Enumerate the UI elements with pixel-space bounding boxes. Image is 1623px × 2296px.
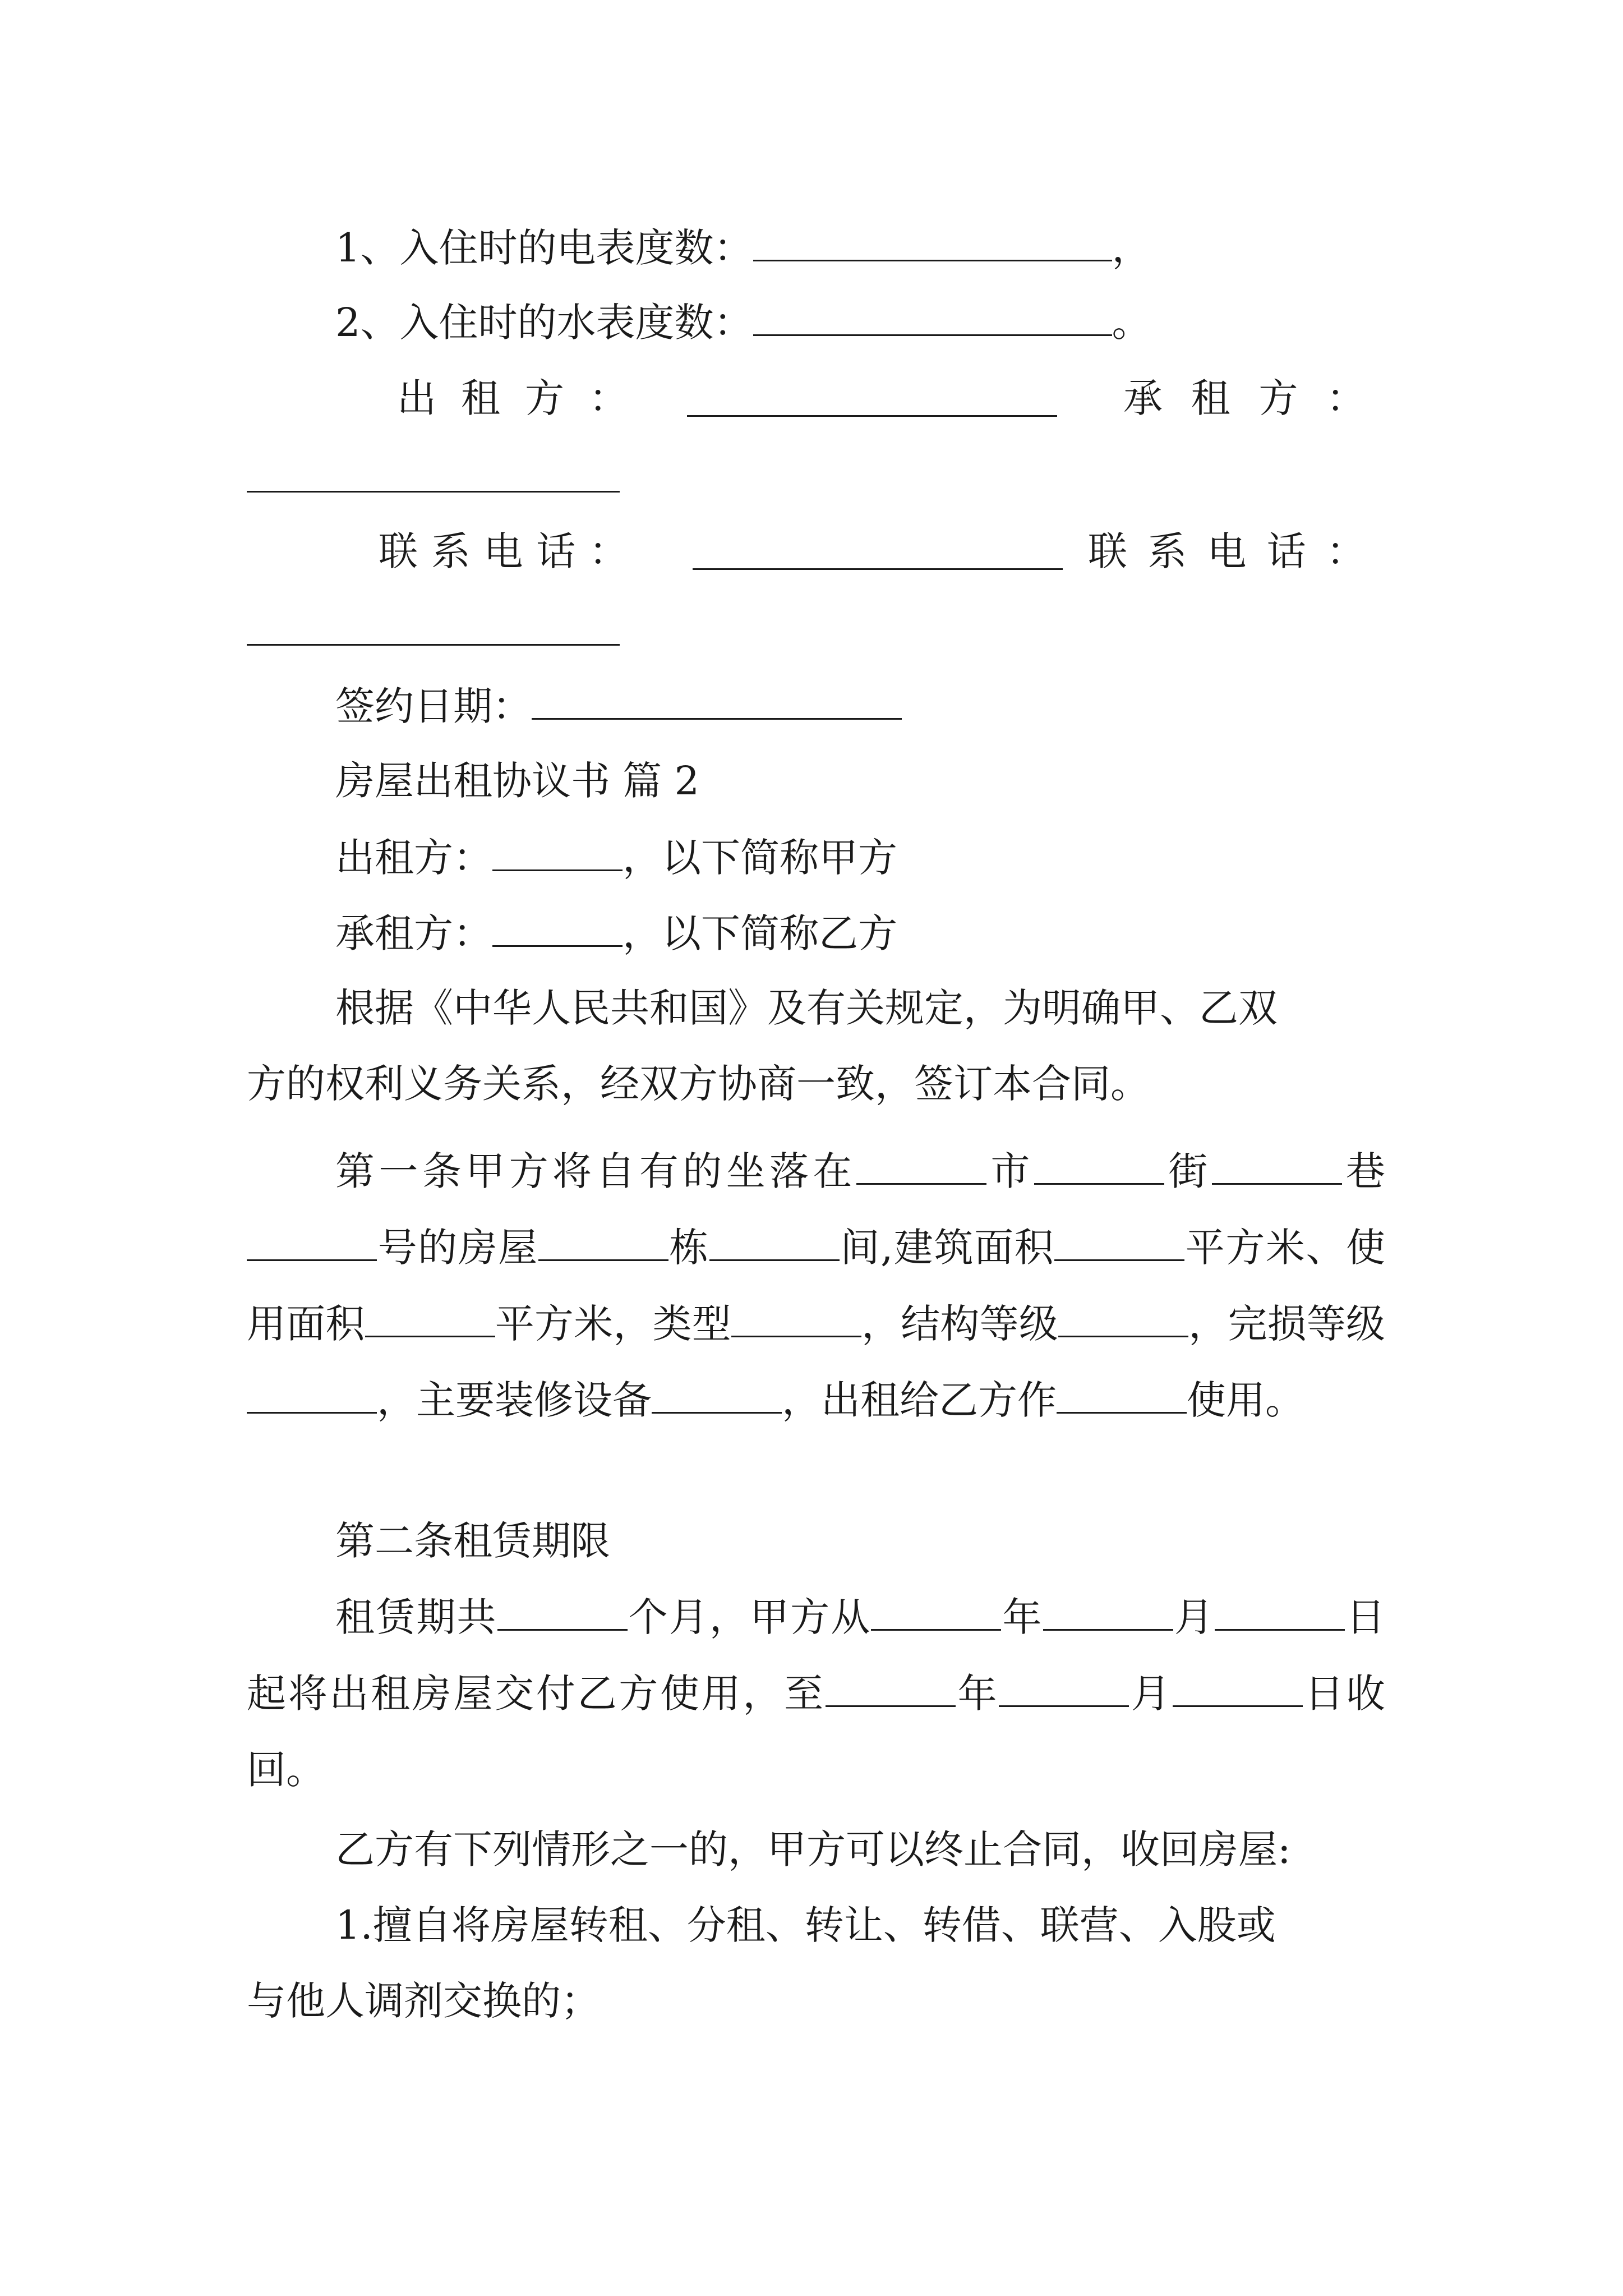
water-meter-blank[interactable] bbox=[753, 302, 1112, 336]
lessor-label: 出 租 方 ： bbox=[397, 375, 628, 421]
item-1-line-2: 与他人调剂交换的； bbox=[247, 1978, 600, 2024]
city-blank[interactable] bbox=[856, 1151, 986, 1185]
purpose-blank[interactable] bbox=[1057, 1379, 1187, 1414]
sign-date-line bbox=[335, 683, 1474, 729]
electric-meter-blank[interactable] bbox=[753, 227, 1112, 261]
lessee-label: 承 租 方 ： bbox=[1123, 375, 1366, 421]
lessee-line: 承租方： ，以下简称乙方 bbox=[335, 910, 897, 956]
intro-line-1: 根据《中华人民共和国》及有关规定，为明确甲、乙双 bbox=[335, 985, 1278, 1031]
lessor-line: 出租方： ，以下简称甲方 bbox=[335, 835, 897, 881]
usable-area-blank[interactable] bbox=[365, 1303, 495, 1337]
floor-area-blank[interactable] bbox=[1054, 1227, 1184, 1261]
electric-meter-line: 1、入住时的电表度数： ， bbox=[335, 225, 1151, 271]
lessor-name-blank[interactable] bbox=[492, 837, 623, 871]
start-year-blank[interactable] bbox=[871, 1596, 1001, 1631]
lessee-phone-label: 联 系 电 话 ： bbox=[1088, 528, 1366, 574]
electric-meter-label: 1、入住时的电表度数： bbox=[335, 225, 753, 271]
sign-date-blank[interactable] bbox=[532, 685, 902, 720]
article-1: 第一条甲方将自有的坐落在 市 街 巷号的房屋 栋 间,建筑面积 平方米、使用面积 平方米，类型 ，结构等级 ，完损等级，主要装修设备 ，出租给乙方作 使用。 bbox=[247, 1148, 1386, 1423]
lessor-phone-blank[interactable] bbox=[693, 568, 1063, 570]
item-1-line-1: 1.擅自将房屋转租、分租、转让、转借、联营、入股或 bbox=[335, 1902, 1276, 1948]
termination-line: 乙方有下列情形之一的，甲方可以终止合同，收回房屋: bbox=[335, 1826, 1291, 1872]
article-2-title: 第二条租赁期限 bbox=[335, 1518, 610, 1564]
article-2: 租赁期共 个月，甲方从 年 月 日起将出租房屋交付乙方使用，至 年 月 日收回。 bbox=[247, 1594, 1386, 1793]
intro-line-2: 方的权利义务关系，经双方协商一致，签订本合同。 bbox=[247, 1061, 1150, 1107]
lessee-phone-blank[interactable] bbox=[247, 644, 620, 646]
lane-blank[interactable] bbox=[1212, 1151, 1342, 1185]
lessee-signature-blank[interactable] bbox=[247, 491, 620, 493]
room-blank[interactable] bbox=[709, 1227, 840, 1261]
lessee-name-blank[interactable] bbox=[492, 913, 623, 947]
water-meter-label: 2、入住时的水表度数： bbox=[335, 300, 753, 346]
end-year-blank[interactable] bbox=[826, 1673, 956, 1707]
lessor-phone-label: 联 系 电 话 ： bbox=[379, 528, 628, 574]
type-blank[interactable] bbox=[731, 1303, 861, 1337]
structure-grade-blank[interactable] bbox=[1058, 1303, 1188, 1337]
condition-grade-blank[interactable] bbox=[247, 1379, 377, 1414]
lessor-signature-blank[interactable] bbox=[687, 415, 1057, 417]
equipment-blank[interactable] bbox=[652, 1379, 782, 1414]
end-day-blank[interactable] bbox=[1173, 1673, 1303, 1707]
section-title: 房屋出租协议书 篇 2 bbox=[335, 758, 700, 804]
start-month-blank[interactable] bbox=[1043, 1596, 1173, 1631]
number-blank[interactable] bbox=[247, 1227, 377, 1261]
lease-months-blank[interactable] bbox=[497, 1596, 628, 1631]
water-meter-line: 2、入住时的水表度数： 。 bbox=[335, 300, 1151, 346]
sign-date-label: 签约日期： bbox=[335, 683, 532, 729]
start-day-blank[interactable] bbox=[1215, 1596, 1345, 1631]
street-blank[interactable] bbox=[1034, 1151, 1164, 1185]
end-month-blank[interactable] bbox=[999, 1673, 1129, 1707]
building-blank[interactable] bbox=[538, 1227, 668, 1261]
